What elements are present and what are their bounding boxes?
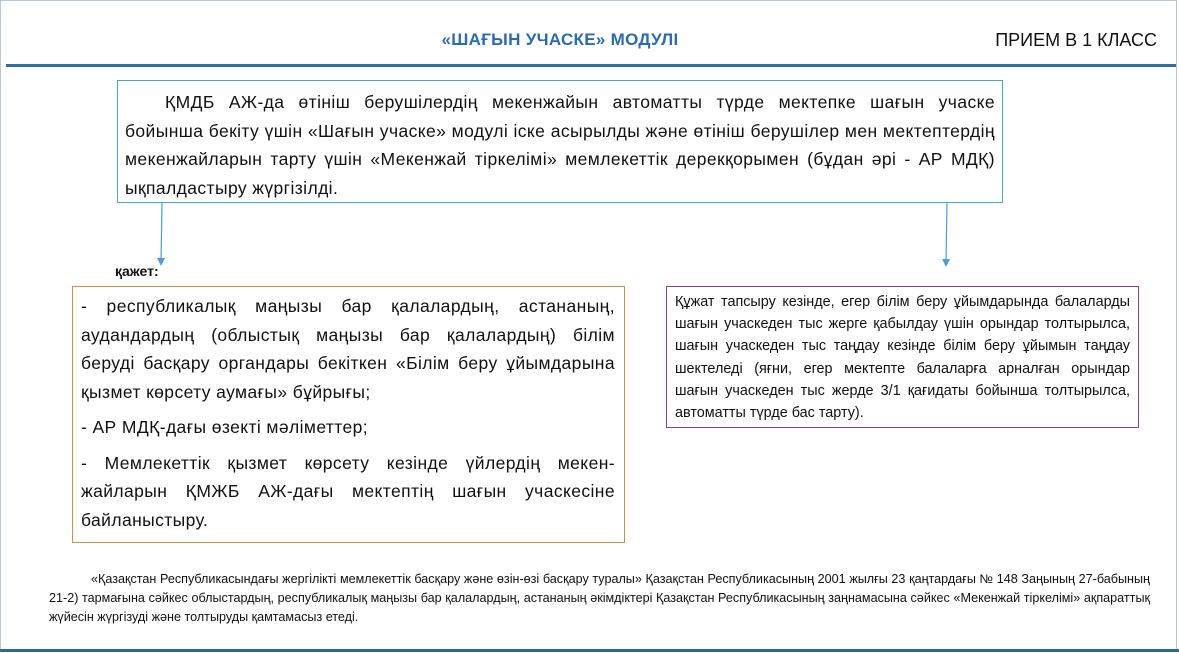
requirements-box	[72, 286, 625, 543]
arrow-left	[161, 203, 162, 262]
requirement-item: - АР МДҚ-дағы өзекті мәліметтер;	[81, 417, 369, 437]
arrow-right	[946, 203, 947, 263]
requirement-item: - республикалық маңызы бар қалалардың, астананың, аудандардың (облыстық маңызы бар қалалардың) білім беруді басқару органдары бекіткен «Білім беру ұйымдарына қызмет көрсету аумағы» бұйрығы;	[81, 296, 615, 402]
requirements-label: қажет:	[115, 263, 159, 279]
requirement-item: - Мемлекеттік қызмет көрсету кезінде үйлердің мекен-жайларын ҚМЖБ АЖ-дағы мектептің шағын учаскесіне байланыстыру.	[81, 452, 615, 530]
section-label: ПРИЕМ В 1 КЛАСС	[995, 30, 1157, 50]
restriction-box	[666, 286, 1139, 428]
slide-title: «ШАҒЫН УЧАСКЕ» МОДУЛІ	[441, 30, 679, 49]
restriction-text: Құжат тапсыру кезінде, егер білім беру ұйымдарында балаларды шағын учаскеден тыс жерге қабылдау үшін орындар толтырылса, шағын учаскеден тыс таңдау кезінде білім беру ұйымын таңдау шектеледі (яғни, егер мектепте балаларға арналған орындар шағын учаскеден тыс жерде 3/1 қағидаты бойынша толтырылса, автоматты түрде бас тарту).	[675, 294, 1130, 422]
footnote: «Қазақстан Республикасындағы жергілікті мемлекеттік басқару және өзін-өзі басқару туралы» Қазақстан Республикасының 2001 жылғы 23 қаңтардағы № 148 Заңының 27-бабының 21-2) тармағына сәйкес облыстардың, республикалық маңызы бар қалалардың, астананың әкімдіктері Қазақстан Республикасының заңнамасына сәйкес «Мекенжай тіркелімі» ақпараттық жүйесін жүргізуді және толтыруды қамтамасыз етеді.	[49, 572, 1150, 624]
intro-text: ҚМДБ АЖ-да өтініш берушілердің мекенжайын автоматты түрде мектепке шағын учаске бойынша бекіту үшін «Шағын учаске» модулі іске асырылды және өтініш берушілер мен мектептердің мекенжайларын тарту үшін «Мекенжай тіркелімі» мемлекеттік дерекқорымен (бұдан әрі - АР МДҚ) ықпалдастыру жүргізілді.	[125, 92, 995, 198]
